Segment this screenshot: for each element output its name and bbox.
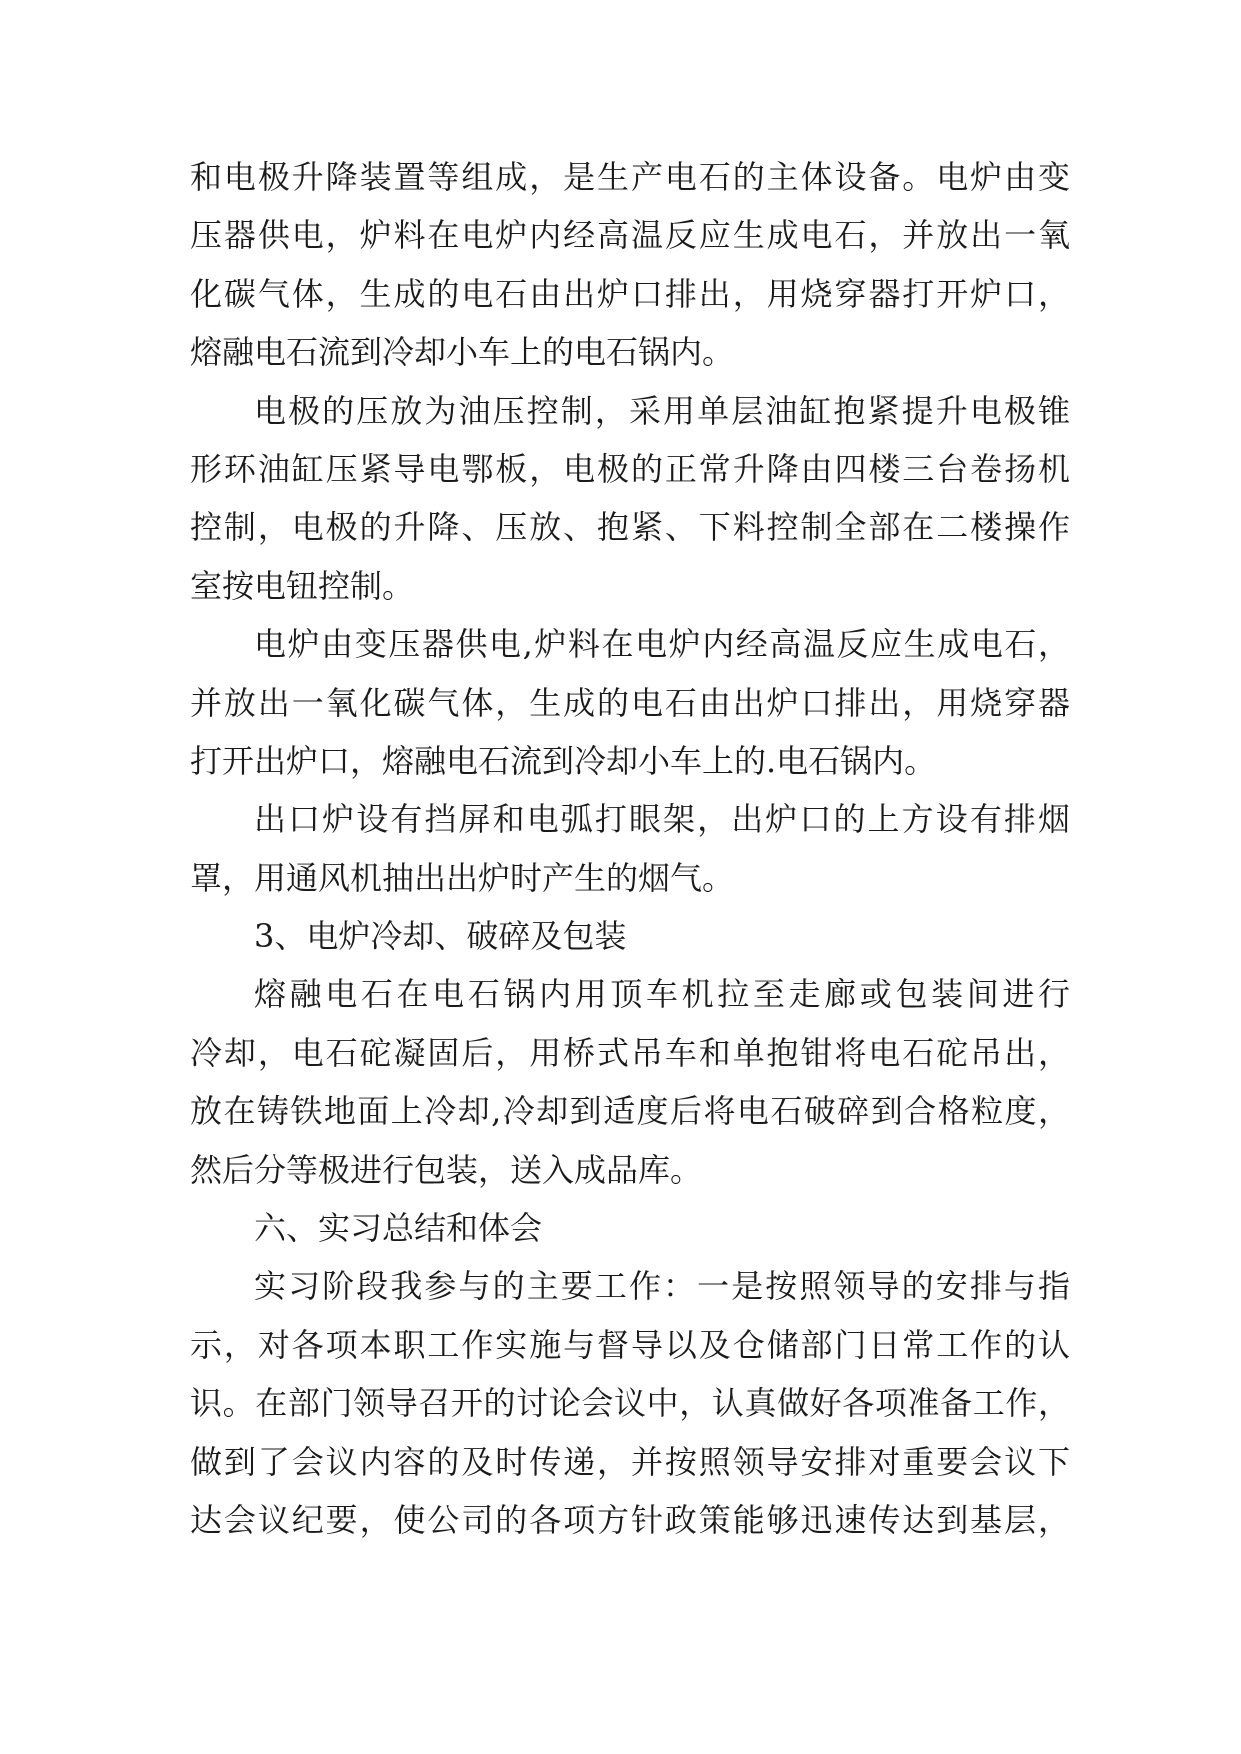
text-line-12: 出口炉设有挡屏和电弧打眼架，出炉口的上方设有排烟 bbox=[254, 800, 1070, 839]
text-line-5: 电极的压放为油压控制，采用单层油缸抱紧提升电极锥 bbox=[254, 391, 1070, 430]
text-line-13: 罩，用通风机抽出出炉时产生的烟气。 bbox=[190, 858, 735, 897]
section-heading-6: 六、实习总结和体会 bbox=[254, 1209, 543, 1248]
text-line-1: 和电极升降装置等组成，是生产电石的主体设备。电炉由变 bbox=[190, 158, 1070, 196]
text-line-7: 控制，电极的升降、压放、抱紧、下料控制全部在二楼操作 bbox=[190, 508, 1070, 547]
text-line-9: 电炉由变压器供电,炉料在电炉内经高温反应生成电石， bbox=[254, 625, 1070, 664]
text-line-4: 熔融电石流到冷却小车上的电石锅内。 bbox=[190, 333, 735, 372]
text-line-23: 做到了会议内容的及时传递，并按照领导安排对重要会议下 bbox=[190, 1442, 1070, 1481]
text-line-15: 熔融电石在电石锅内用顶车机拉至走廊或包装间进行 bbox=[254, 975, 1070, 1014]
text-line-2: 压器供电，炉料在电炉内经高温反应生成电石，并放出一氧 bbox=[190, 216, 1070, 255]
text-line-17: 放在铸铁地面上冷却,冷却到适度后将电石破碎到合格粒度， bbox=[190, 1092, 1070, 1131]
text-line-16: 冷却，电石砣凝固后，用桥式吊车和单抱钳将电石砣吊出， bbox=[190, 1033, 1070, 1072]
text-line-3: 化碳气体，生成的电石由出炉口排出，用烧穿器打开炉口， bbox=[190, 274, 1070, 313]
text-line-24: 达会议纪要，使公司的各项方针政策能够迅速传达到基层， bbox=[190, 1500, 1070, 1539]
text-line-11: 打开出炉口，熔融电石流到冷却小车上的.电石锅内。 bbox=[190, 741, 937, 780]
text-line-6: 形环油缸压紧导电鄂板，电极的正常升降由四楼三台卷扬机 bbox=[190, 449, 1070, 488]
text-line-21: 示，对各项本职工作实施与督导以及仓储部门日常工作的认 bbox=[190, 1325, 1070, 1364]
text-line-10: 并放出一氧化碳气体，生成的电石由出炉口排出，用烧穿器 bbox=[190, 683, 1070, 722]
document-body bbox=[190, 148, 1070, 1549]
section-heading-3: 3、电炉冷却、破碎及包装 bbox=[254, 917, 627, 956]
text-line-18: 然后分等极进行包装，送入成品库。 bbox=[190, 1150, 703, 1189]
text-line-20: 实习阶段我参与的主要工作：一是按照领导的安排与指 bbox=[254, 1267, 1070, 1306]
text-line-8: 室按电钮控制。 bbox=[190, 566, 415, 605]
text-line-22: 识。在部门领导召开的讨论会议中，认真做好各项准备工作， bbox=[190, 1384, 1070, 1423]
